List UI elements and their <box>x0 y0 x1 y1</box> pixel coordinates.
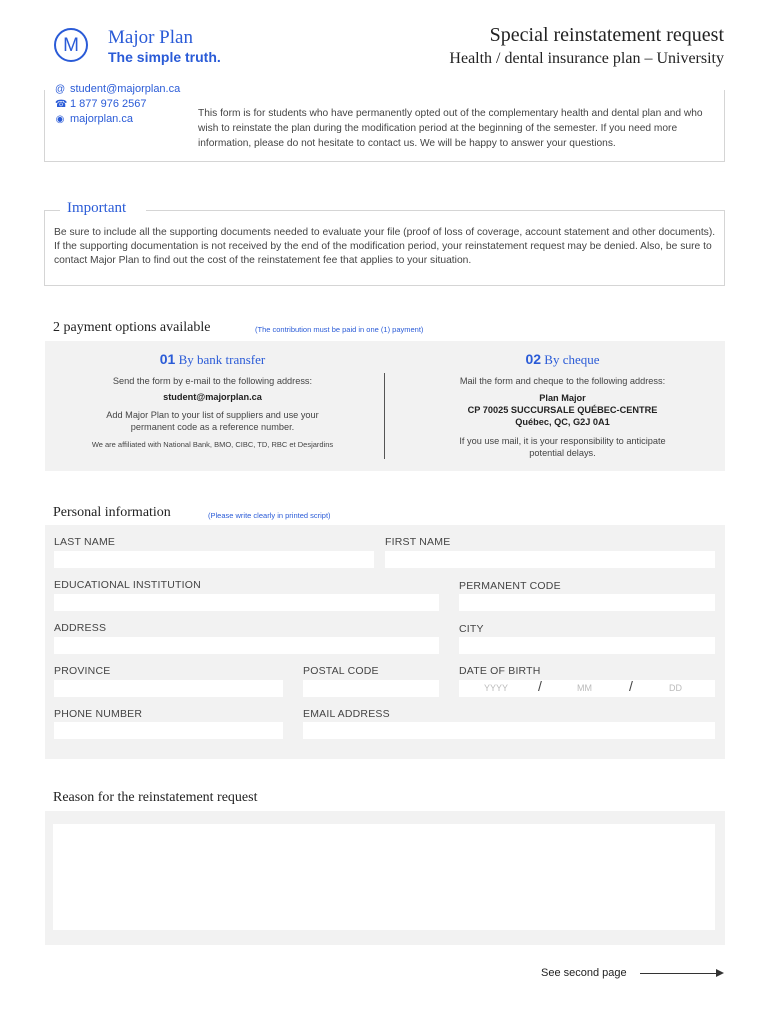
address-field[interactable] <box>54 637 439 654</box>
last-name-field[interactable] <box>54 551 374 568</box>
important-text: Be sure to include all the supporting documents needed to evaluate your file (proof of loss of coverage, account statement and other documents). If the supporting documentation is not received by the end of the modification period, your reinstatement request may be denied. Also, be sure to contact Major Plan to find out the cost of the reinstatement fee that applies to your situation. <box>54 227 716 266</box>
first-name-field[interactable] <box>385 551 715 568</box>
arrow-right-icon <box>640 973 720 974</box>
intro-text: This form is for students who have permanently opted out of the complementary health and dental plan and who wish to reinstate the plan during the modification period at the beginning of the semester. If you need more information, please do not hesitate to contact us. We will be happy to answer your questions. <box>198 108 703 149</box>
option2-title: 02 By cheque <box>525 351 600 367</box>
brand-name: Major Plan <box>108 27 193 48</box>
option2-line1: Mail the form and cheque to the following address: <box>459 376 666 386</box>
option1-line2: Add Major Plan to your list of suppliers and use your permanent code as a reference number. <box>106 410 319 432</box>
globe-icon: ◉ <box>55 113 65 125</box>
payment-option-2 <box>440 351 685 459</box>
address-label: ADDRESS <box>54 622 107 634</box>
option1-affiliation: We are affiliated with National Bank, BMO, CIBC, TD, RBC et Desjardins <box>91 440 334 449</box>
next-page-label: See second page <box>541 967 627 979</box>
province-field[interactable] <box>54 680 283 697</box>
brand-tagline: The simple truth. <box>108 49 221 65</box>
payment-option-1 <box>85 351 340 449</box>
institution-field[interactable] <box>54 594 439 611</box>
personal-heading: Personal information <box>53 505 171 520</box>
city-field[interactable] <box>459 637 715 654</box>
email-field[interactable] <box>303 722 715 739</box>
phone-field[interactable] <box>54 722 283 739</box>
important-border-right <box>146 210 725 211</box>
payment-box <box>45 341 725 471</box>
logo-m-icon: M <box>63 34 79 56</box>
option1-title: 01 By bank transfer <box>159 351 266 367</box>
contact-website-row <box>55 113 133 125</box>
institution-label: EDUCATIONAL INSTITUTION <box>54 579 201 591</box>
dob-month-placeholder: MM <box>577 683 592 693</box>
phone-icon: ☎ <box>55 98 68 110</box>
email-label: EMAIL ADDRESS <box>303 708 390 720</box>
important-title: Important <box>67 200 127 216</box>
option1-line1: Send the form by e-mail to the following address: <box>112 376 313 386</box>
brand-logo <box>54 28 88 62</box>
postal-code-label: POSTAL CODE <box>303 665 379 677</box>
reason-field[interactable] <box>53 824 715 930</box>
postal-code-field[interactable] <box>303 680 439 697</box>
dob-separator-2: / <box>629 678 633 694</box>
personal-note: (Please write clearly in printed script) <box>208 511 331 520</box>
dob-year-placeholder: YYYY <box>484 683 509 693</box>
phone-label: PHONE NUMBER <box>54 708 143 720</box>
permanent-code-field[interactable] <box>459 594 715 611</box>
arrow-head-icon <box>716 969 724 977</box>
important-border-left <box>44 210 60 211</box>
form-title: Special reinstatement request <box>489 24 724 46</box>
contact-email-row <box>55 83 180 95</box>
first-name-label: FIRST NAME <box>385 536 451 548</box>
contact-phone[interactable]: 1 877 976 2567 <box>70 98 147 110</box>
option1-email: student@majorplan.ca <box>163 392 262 402</box>
permanent-code-label: PERMANENT CODE <box>459 580 561 592</box>
payment-divider <box>384 373 385 459</box>
option2-line2: If you use mail, it is your responsibility to anticipate potential delays. <box>459 436 666 458</box>
dob-separator-1: / <box>538 678 542 694</box>
payment-note: (The contribution must be paid in one (1) payment) <box>255 325 424 334</box>
dob-day-placeholder: DD <box>669 683 682 693</box>
contact-website[interactable]: majorplan.ca <box>70 113 133 125</box>
form-subtitle: Health / dental insurance plan – University <box>449 50 724 67</box>
last-name-label: LAST NAME <box>54 536 116 548</box>
payment-heading: 2 payment options available <box>53 320 211 335</box>
personal-info-box <box>45 525 725 759</box>
contact-email[interactable]: student@majorplan.ca <box>70 83 181 95</box>
at-icon: @ <box>55 83 66 95</box>
province-label: PROVINCE <box>54 665 111 677</box>
contact-phone-row <box>55 98 146 110</box>
option2-addr3: Québec, QC, G2J 0A1 <box>515 417 610 427</box>
reason-heading: Reason for the reinstatement request <box>53 790 258 805</box>
option2-addr2: CP 70025 SUCCURSALE QUÉBEC-CENTRE <box>467 405 658 415</box>
option2-addr1: Plan Major <box>539 393 586 403</box>
city-label: CITY <box>459 623 484 635</box>
dob-label: DATE OF BIRTH <box>459 665 541 677</box>
